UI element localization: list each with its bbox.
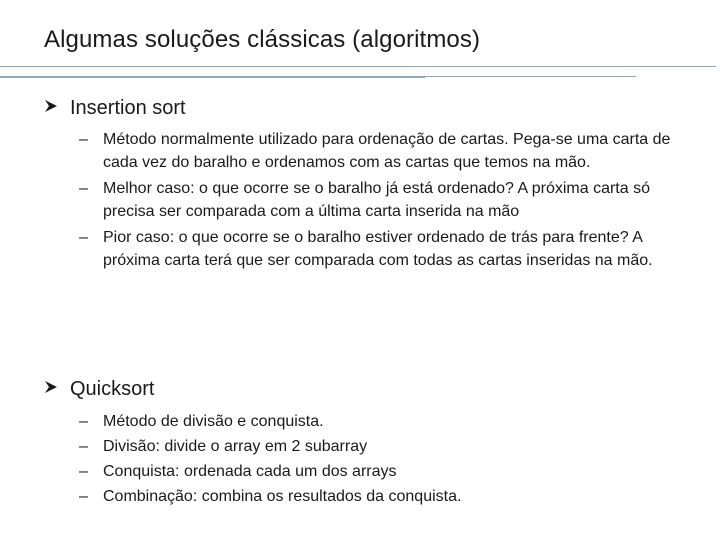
section-heading [44,376,684,402]
title-divider-upper [0,66,716,67]
list-item-text: Método normalmente utilizado para ordenação de cartas. Pega-se uma carta de cada vez do baralho e ordenamos com as cartas que temos na mão. [103,131,671,171]
section-quicksort [44,376,684,508]
section-insertion-sort [44,95,684,273]
section-heading [44,95,684,121]
list-item-text: Pior caso: o que ocorre se o baralho estiver ordenado de trás para frente? A próxima carta terá que ser comparada com todas as cartas inseridas na mão. [103,229,653,269]
arrow-bullet-icon [44,380,64,399]
dash-bullet: – [79,131,88,148]
dash-bullet: – [79,438,88,455]
list-item [44,460,684,483]
list-item [44,129,684,174]
bullet-list [44,410,684,508]
list-item-text: Divisão: divide o array em 2 subarray [103,438,368,455]
slide-title: Algumas soluções clássicas (algoritmos) [44,26,481,53]
list-item [44,178,684,223]
bullet-list [44,129,684,273]
dash-bullet: – [79,463,88,480]
title-divider-lower [0,76,636,77]
list-item-text: Melhor caso: o que ocorre se o baralho já está ordenado? A próxima carta só precisa ser comparada com a última carta inserida na mão [103,180,650,220]
section-heading-text: Quicksort [70,377,155,400]
list-item-text: Conquista: ordenada cada um dos arrays [103,463,397,480]
section-heading-text: Insertion sort [70,96,186,119]
dash-bullet: – [79,488,88,505]
list-item-text: Combinação: combina os resultados da conquista. [103,488,462,505]
list-item [44,227,684,272]
arrow-bullet-icon [44,99,64,118]
list-item [44,435,684,458]
dash-bullet: – [79,180,88,198]
list-item [44,485,684,508]
dash-bullet: – [79,413,88,430]
list-item [44,410,684,433]
list-item-text: Método de divisão e conquista. [103,413,324,430]
dash-bullet: – [79,229,88,247]
